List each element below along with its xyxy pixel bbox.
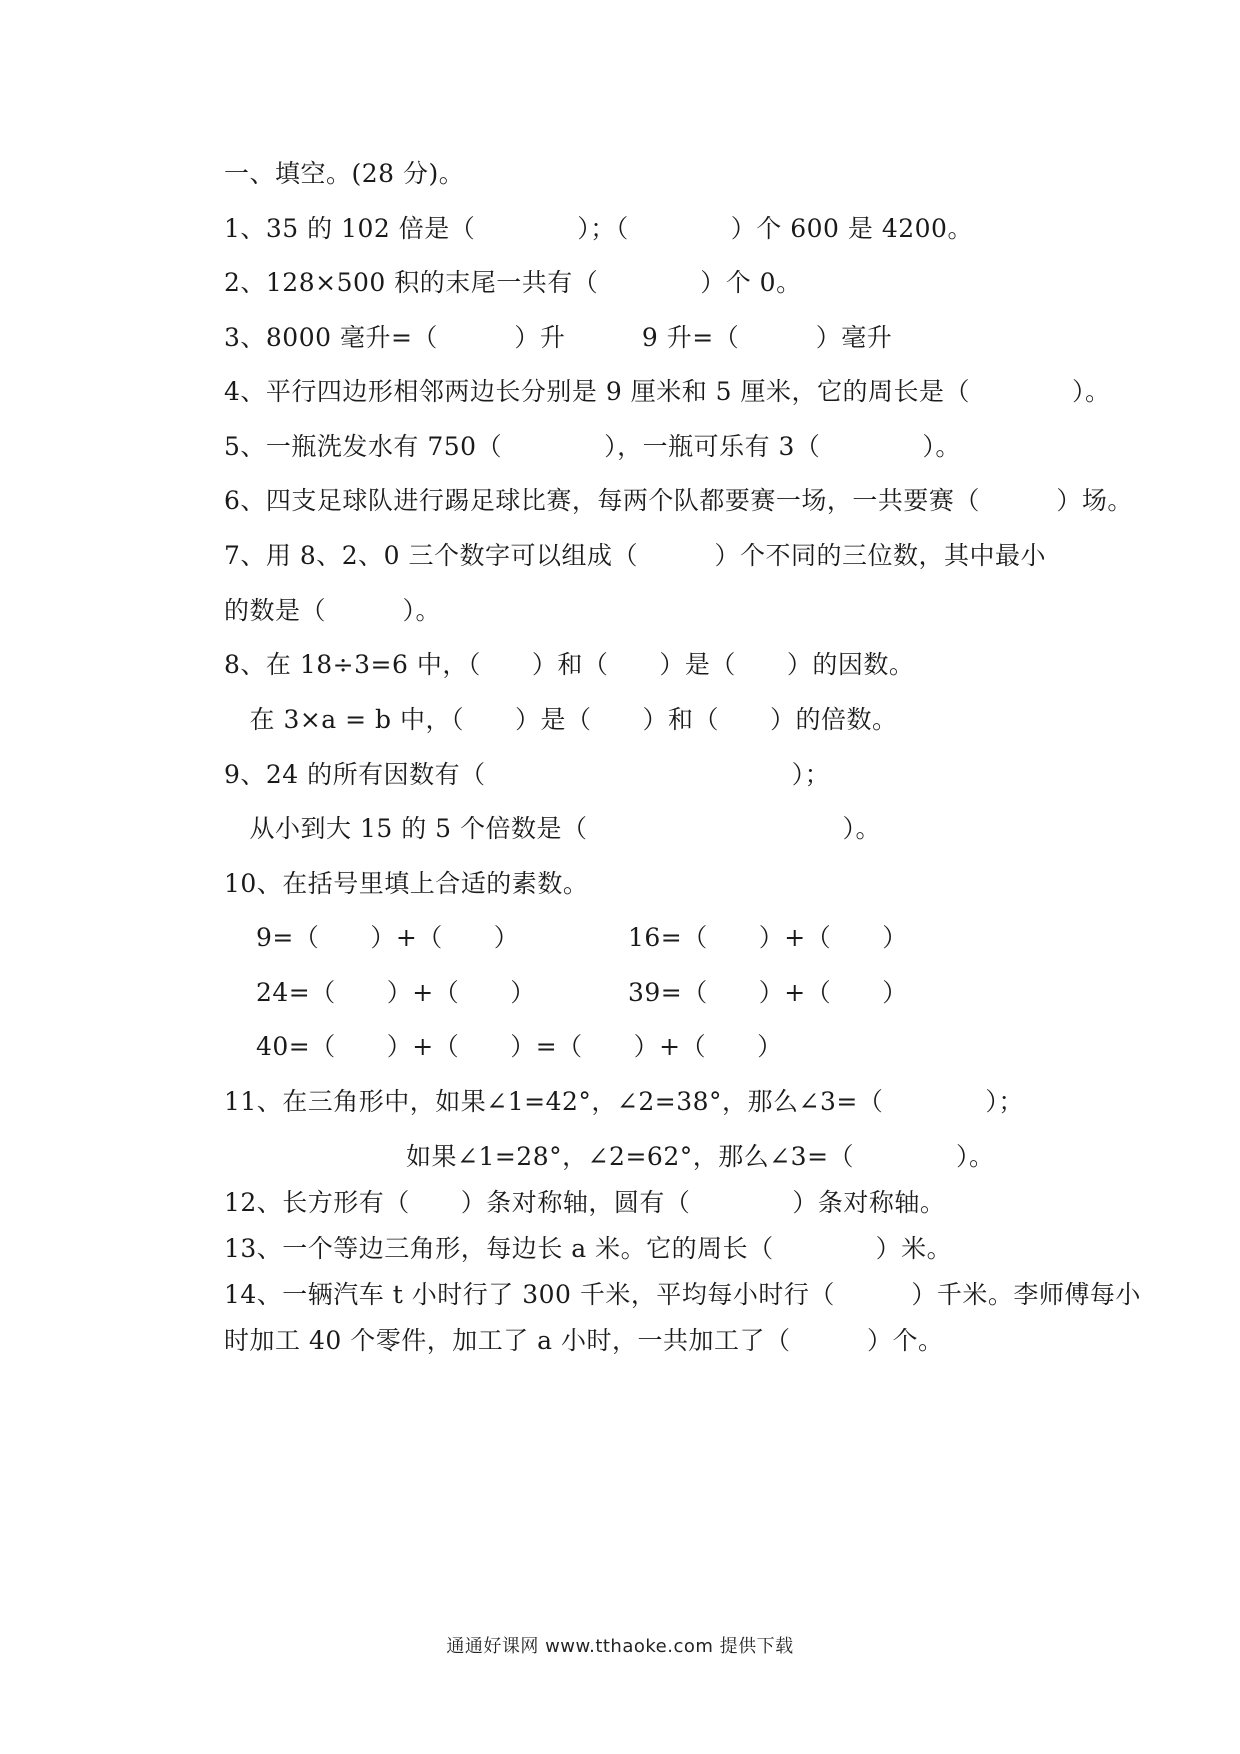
question-10-line-1: 10、在括号里填上合适的素数。 (224, 869, 589, 898)
question-7-line-2: 的数是（ ）。 (224, 596, 442, 625)
question-9-line-1: 9、24 的所有因数有（ ）； (224, 760, 831, 789)
question-14-line-2: 时加工 40 个零件，加工了 a 小时，一共加工了（ ）个。 (224, 1326, 944, 1355)
question-10-item-39: 39=（ ）+（ ） (628, 978, 908, 1007)
question-1: 1、35 的 102 倍是（ ）；（ ）个 600 是 4200。 (224, 214, 973, 243)
question-10-item-24: 24=（ ）+（ ） (256, 978, 536, 1007)
question-4: 4、平行四边形相邻两边长分别是 9 厘米和 5 厘米，它的周长是（ ）。 (224, 377, 1111, 406)
question-14-line-1: 14、一辆汽车 t 小时行了 300 千米，平均每小时行（ ）千米。李师傅每小 (224, 1280, 1141, 1309)
question-9-line-2: 从小到大 15 的 5 个倍数是（ ）。 (224, 814, 882, 843)
question-11-line-2: 如果∠1=28°，∠2=62°，那么∠3=（ ）。 (406, 1142, 995, 1171)
question-2: 2、128×500 积的末尾一共有（ ）个 0。 (224, 268, 802, 297)
download-footer: 通通好课网 www.tthaoke.com 提供下载 (446, 1636, 794, 1657)
question-7-line-1: 7、用 8、2、0 三个数字可以组成（ ）个不同的三位数，其中最小 (224, 541, 1047, 570)
question-8-line-2: 在 3×a = b 中，（ ）是（ ）和（ ）的倍数。 (224, 705, 898, 734)
question-10-item-16: 16=（ ）+（ ） (628, 923, 908, 952)
question-10-item-40: 40=（ ）+（ ）=（ ）+（ ） (256, 1032, 783, 1061)
question-10-item-9: 9=（ ）+（ ） (256, 923, 520, 952)
question-3: 3、8000 毫升=（ ）升 9 升=（ ）毫升 (224, 323, 893, 352)
question-13: 13、一个等边三角形，每边长 a 米。它的周长（ ）米。 (224, 1234, 953, 1263)
question-5: 5、一瓶洗发水有 750（ ），一瓶可乐有 3（ ）。 (224, 432, 961, 461)
question-11-line-1: 11、在三角形中，如果∠1=42°，∠2=38°，那么∠3=（ ）； (224, 1087, 1024, 1116)
question-6: 6、四支足球队进行踢足球比赛，每两个队都要赛一场，一共要赛（ ）场。 (224, 486, 1133, 515)
question-8-line-1: 8、在 18÷3=6 中，（ ）和（ ）是（ ）的因数。 (224, 650, 915, 679)
question-12: 12、长方形有（ ）条对称轴，圆有（ ）条对称轴。 (224, 1188, 946, 1217)
section-heading: 一、填空。(28 分)。 (224, 159, 465, 188)
